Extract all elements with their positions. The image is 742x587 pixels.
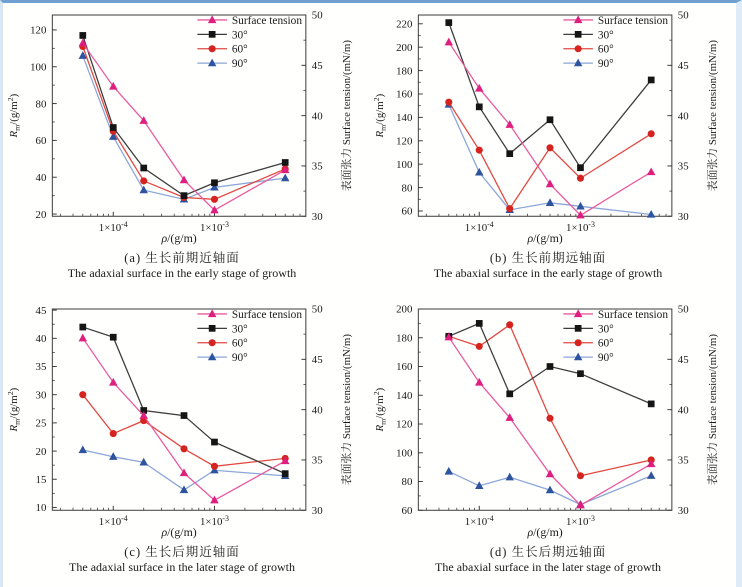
legend-item-30-	[563, 323, 613, 335]
subplot-a	[3, 3, 369, 297]
series-30-	[79, 32, 288, 199]
svg-text:30: 30	[311, 505, 323, 518]
subplot-b-caption-zh: (b) 生长前期远轴面	[489, 251, 607, 265]
subplot-d-caption	[369, 545, 727, 574]
circle-icon	[209, 339, 216, 346]
triangle-icon	[574, 353, 582, 361]
data-point-marker	[79, 324, 86, 331]
series-60-	[445, 321, 655, 479]
data-point-marker	[648, 401, 655, 408]
legend-label: 90°	[597, 58, 614, 71]
subplot-d-caption-en: The abaxial surface in the later stage of growth	[435, 560, 661, 574]
y-axis-right-label: 表面张力 Surface tension/(mN/m)	[707, 334, 720, 486]
svg-text:50: 50	[311, 303, 323, 316]
x-axis-label: ρ/(g/m)	[527, 230, 563, 245]
subplot-b	[369, 3, 735, 297]
data-point-marker	[211, 196, 218, 203]
svg-text:30: 30	[35, 389, 47, 402]
svg-text:45: 45	[311, 354, 323, 367]
svg-text:35: 35	[677, 160, 689, 173]
svg-text:120: 120	[30, 24, 47, 37]
data-point-marker	[445, 38, 453, 46]
data-point-marker	[211, 179, 218, 186]
svg-text:10: 10	[35, 502, 47, 515]
triangle-icon	[574, 309, 582, 317]
svg-text:45: 45	[677, 60, 689, 73]
svg-text:30: 30	[311, 211, 323, 224]
y-axis-right	[667, 304, 689, 517]
legend-label: 30°	[231, 29, 248, 42]
subplot-a-chart	[3, 3, 369, 248]
svg-text:30: 30	[677, 211, 689, 224]
square-icon	[575, 31, 582, 38]
circle-icon	[209, 45, 216, 52]
svg-text:30: 30	[677, 505, 689, 518]
triangle-icon	[574, 15, 582, 23]
data-point-marker	[79, 391, 86, 398]
series-30-	[445, 320, 654, 407]
svg-text:1×10-3: $1\times 10^{-3}$	[565, 220, 595, 235]
svg-text:120: 120	[396, 135, 413, 148]
legend-item-30-	[563, 29, 613, 41]
legend-item-surface-tension	[563, 309, 668, 321]
subplot-d-caption-zh: (d) 生长后期远轴面	[489, 545, 607, 559]
subplot-grid	[3, 3, 736, 574]
legend	[197, 15, 302, 70]
subplot-b-caption-en: The abaxial surface in the early stage of growth	[433, 266, 663, 280]
svg-text:140: 140	[396, 390, 413, 403]
triangle-icon	[208, 309, 216, 317]
data-point-marker	[445, 467, 453, 475]
subplot-c-caption	[3, 545, 361, 574]
legend-label: 60°	[597, 43, 614, 56]
data-point-marker	[577, 164, 584, 171]
data-point-marker	[110, 430, 117, 437]
legend-item-60-	[197, 338, 247, 350]
subplot-a-caption	[3, 251, 361, 280]
svg-text:180: 180	[396, 332, 413, 345]
legend	[563, 15, 668, 70]
data-point-marker	[505, 473, 513, 481]
svg-text:45: 45	[35, 304, 47, 317]
svg-text:60: 60	[401, 205, 413, 218]
series-60-	[445, 99, 655, 213]
legend-label: 90°	[231, 58, 248, 71]
legend-label: Surface tension	[597, 308, 669, 321]
svg-text:120: 120	[396, 418, 413, 431]
data-point-marker	[648, 130, 655, 137]
data-point-marker	[281, 174, 289, 182]
svg-text:40: 40	[35, 333, 47, 346]
legend-label: Surface tension	[597, 14, 669, 27]
data-point-marker	[180, 485, 188, 493]
subplot-c	[3, 297, 369, 574]
svg-text:50: 50	[677, 9, 689, 22]
svg-text:140: 140	[396, 112, 413, 125]
data-point-marker	[506, 205, 513, 212]
y-axis-left-label: $R_m/(g/m^2)$	[5, 387, 22, 432]
legend-item-90-	[197, 58, 247, 70]
y-axis-right	[301, 10, 323, 223]
svg-text:45: 45	[311, 60, 323, 73]
legend	[197, 309, 302, 364]
svg-text:60: 60	[401, 505, 413, 518]
subplot-c-chart	[3, 297, 369, 542]
triangle-icon	[208, 15, 216, 23]
data-point-marker	[577, 370, 584, 377]
data-point-marker	[445, 19, 452, 26]
svg-text:160: 160	[396, 88, 413, 101]
data-point-marker	[140, 165, 147, 172]
svg-text:45: 45	[677, 354, 689, 367]
data-point-marker	[648, 77, 655, 84]
data-point-marker	[476, 343, 483, 350]
data-point-marker	[475, 168, 483, 176]
triangle-icon	[208, 59, 216, 67]
svg-text:20: 20	[35, 208, 47, 221]
data-point-marker	[140, 177, 147, 184]
svg-text:35: 35	[35, 361, 47, 374]
data-point-marker	[506, 150, 513, 157]
subplot-b-chart	[369, 3, 735, 248]
y-axis-left-label: $R_m/(g/m^2)$	[371, 93, 388, 138]
svg-text:1×10-4: $1\times 10^{-4}$	[98, 514, 128, 529]
legend-item-90-	[563, 58, 613, 70]
legend-item-60-	[563, 338, 613, 350]
data-point-marker	[546, 144, 553, 151]
legend-item-surface-tension	[197, 15, 302, 27]
legend-item-60-	[563, 44, 613, 56]
data-point-marker	[445, 99, 452, 106]
svg-text:180: 180	[396, 65, 413, 78]
svg-text:50: 50	[311, 9, 323, 22]
svg-text:160: 160	[396, 361, 413, 374]
svg-text:220: 220	[396, 18, 413, 31]
svg-text:200: 200	[396, 303, 413, 316]
subplot-a-caption-en: The adaxial surface in the early stage of growth	[67, 266, 297, 280]
svg-text:80: 80	[35, 98, 47, 111]
y-axis-right-label: 表面张力 Surface tension/(mN/m)	[341, 40, 354, 192]
data-point-marker	[79, 334, 87, 342]
legend-item-60-	[197, 44, 247, 56]
subplot-d	[369, 297, 735, 574]
svg-text:35: 35	[311, 454, 323, 467]
data-point-marker	[577, 175, 584, 182]
legend-label: 30°	[597, 29, 614, 42]
subplot-d-chart	[369, 297, 735, 542]
svg-text:20: 20	[35, 445, 47, 458]
data-point-marker	[211, 463, 218, 470]
legend-label: 30°	[597, 323, 614, 336]
data-point-marker	[211, 439, 218, 446]
triangle-icon	[574, 59, 582, 67]
svg-text:80: 80	[401, 476, 413, 489]
y-axis-left-label: $R_m/(g/m^2)$	[5, 93, 22, 138]
square-icon	[209, 31, 216, 38]
svg-text:100: 100	[396, 158, 413, 171]
legend-label: Surface tension	[231, 14, 303, 27]
legend-label: 60°	[597, 337, 614, 350]
data-point-marker	[476, 320, 483, 327]
data-point-marker	[180, 445, 187, 452]
data-point-marker	[110, 334, 117, 341]
svg-text:35: 35	[311, 160, 323, 173]
legend-label: 60°	[231, 43, 248, 56]
data-point-marker	[181, 412, 188, 419]
svg-text:80: 80	[401, 182, 413, 195]
series-surface-tension	[445, 38, 656, 219]
data-point-marker	[647, 167, 655, 175]
data-point-marker	[546, 415, 553, 422]
square-icon	[209, 325, 216, 332]
subplot-c-caption-zh: (c) 生长后期近轴面	[124, 545, 240, 559]
svg-text:25: 25	[35, 417, 47, 430]
data-point-marker	[577, 472, 584, 479]
svg-text:40: 40	[677, 404, 689, 417]
y-axis-right	[667, 10, 689, 223]
circle-icon	[575, 45, 582, 52]
legend-label: 30°	[231, 323, 248, 336]
svg-text:1×10-4: $1\times 10^{-4}$	[98, 220, 128, 235]
legend-label: 60°	[231, 337, 248, 350]
svg-text:200: 200	[396, 41, 413, 54]
data-point-marker	[476, 104, 483, 111]
subplot-b-caption	[369, 251, 727, 280]
y-axis-right-label: 表面张力 Surface tension/(mN/m)	[341, 334, 354, 486]
series-line	[449, 42, 651, 215]
legend-label: 90°	[231, 352, 248, 365]
svg-text:1×10-4: $1\times 10^{-4}$	[464, 514, 494, 529]
data-point-marker	[79, 32, 86, 39]
data-point-marker	[647, 471, 655, 479]
svg-text:50: 50	[677, 303, 689, 316]
x-axis-label: ρ/(g/m)	[527, 524, 563, 539]
subplot-a-caption-zh: (a) 生长前期近轴面	[124, 251, 240, 265]
y-axis-right	[301, 304, 323, 517]
data-point-marker	[139, 186, 147, 194]
data-point-marker	[181, 192, 188, 199]
legend-item-surface-tension	[563, 15, 668, 27]
x-axis-label: ρ/(g/m)	[161, 524, 197, 539]
legend-item-90-	[197, 352, 247, 364]
series-30-	[79, 324, 288, 477]
data-point-marker	[476, 147, 483, 154]
plot-frame	[52, 309, 306, 510]
svg-text:1×10-3: $1\times 10^{-3}$	[199, 514, 229, 529]
svg-text:100: 100	[30, 61, 47, 74]
plot-frame	[52, 15, 306, 216]
circle-icon	[575, 339, 582, 346]
series-line	[83, 35, 285, 195]
svg-text:60: 60	[35, 135, 47, 148]
legend-item-90-	[563, 352, 613, 364]
data-point-marker	[506, 390, 513, 397]
svg-text:35: 35	[677, 454, 689, 467]
svg-text:100: 100	[396, 447, 413, 460]
legend-item-30-	[197, 323, 247, 335]
data-point-marker	[547, 363, 554, 370]
legend-label: Surface tension	[231, 308, 303, 321]
legend-item-30-	[197, 29, 247, 41]
data-point-marker	[506, 321, 513, 328]
svg-text:40: 40	[35, 171, 47, 184]
data-point-marker	[546, 198, 554, 206]
legend	[563, 309, 668, 364]
square-icon	[575, 325, 582, 332]
data-point-marker	[110, 124, 117, 131]
y-axis-left-label: $R_m/(g/m^2)$	[371, 387, 388, 432]
svg-text:1×10-3: $1\times 10^{-3}$	[565, 514, 595, 529]
legend-item-surface-tension	[197, 309, 302, 321]
svg-text:1×10-4: $1\times 10^{-4}$	[464, 220, 494, 235]
data-point-marker	[282, 470, 289, 477]
y-axis-left	[36, 305, 57, 514]
legend-label: 90°	[597, 352, 614, 365]
triangle-icon	[208, 353, 216, 361]
data-point-marker	[282, 159, 289, 166]
svg-text:1×10-3: $1\times 10^{-3}$	[199, 220, 229, 235]
y-axis-right-label: 表面张力 Surface tension/(mN/m)	[707, 40, 720, 192]
svg-text:40: 40	[311, 110, 323, 123]
data-point-marker	[79, 445, 87, 453]
svg-text:15: 15	[35, 474, 47, 487]
svg-text:40: 40	[677, 110, 689, 123]
subplot-c-caption-en: The adaxial surface in the later stage of growth	[69, 560, 295, 574]
x-axis-label: ρ/(g/m)	[161, 230, 197, 245]
data-point-marker	[547, 116, 554, 123]
svg-text:40: 40	[311, 404, 323, 417]
